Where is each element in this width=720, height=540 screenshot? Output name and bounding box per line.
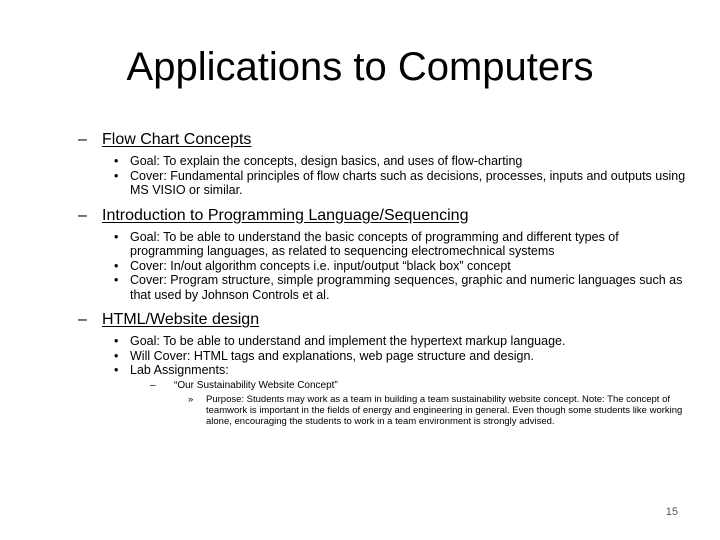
dash-marker: – bbox=[78, 311, 87, 328]
sub-item-text: “Our Sustainability Website Concept” bbox=[174, 379, 338, 391]
bullet-text: Cover: Fundamental principles of flow charts such as decisions, processes, inputs and outputs using MS VISIO or similar. bbox=[130, 168, 686, 197]
dash-marker: – bbox=[78, 131, 87, 148]
bullet-item bbox=[78, 349, 688, 364]
guillemet-marker: » bbox=[188, 393, 194, 405]
section-html-website bbox=[78, 310, 688, 330]
detail-item bbox=[78, 394, 688, 427]
bullet-text: Cover: Program structure, simple programming sequences, graphic and numeric languages such as that used by Johnson Controls et al. bbox=[130, 273, 683, 302]
bullet-text: Cover: In/out algorithm concepts i.e. input/output “black box” concept bbox=[130, 258, 511, 273]
bullet-text: Will Cover: HTML tags and explanations, web page structure and design. bbox=[130, 348, 534, 363]
bullet-item bbox=[78, 169, 688, 198]
bullet-marker: • bbox=[114, 273, 119, 287]
section-heading: Introduction to Programming Language/Sequencing bbox=[102, 206, 469, 224]
bullet-marker: • bbox=[114, 258, 119, 273]
bullet-item bbox=[78, 230, 688, 259]
section-programming bbox=[78, 206, 688, 226]
bullet-marker: • bbox=[114, 168, 119, 183]
bullet-marker: • bbox=[114, 334, 119, 348]
bullet-text: Goal: To be able to understand and implement the hypertext markup language. bbox=[130, 334, 566, 348]
bullet-item bbox=[78, 154, 688, 169]
detail-text: Purpose: Students may work as a team in building a team sustainability website concept. Note: The concept of teamwork is important in the fields of energy and engineering in general. Even though some students like working alone, encouraging the students to work in a team environment is strongly advised. bbox=[206, 393, 683, 427]
sub-item bbox=[78, 380, 688, 392]
bullet-marker: • bbox=[114, 348, 119, 363]
bullet-text: Goal: To explain the concepts, design basics, and uses of flow-charting bbox=[130, 154, 523, 168]
slide-title: Applications to Computers bbox=[126, 45, 594, 89]
bullet-item bbox=[78, 363, 688, 378]
bullet-text: Lab Assignments: bbox=[130, 363, 229, 377]
bullet-item bbox=[78, 259, 688, 274]
dash-marker: – bbox=[150, 379, 156, 391]
section-heading: Flow Chart Concepts bbox=[102, 131, 252, 148]
bullet-marker: • bbox=[114, 154, 119, 168]
bullet-marker: • bbox=[114, 229, 119, 244]
bullet-item bbox=[78, 273, 688, 302]
section-heading: HTML/Website design bbox=[102, 311, 260, 328]
bullet-marker: • bbox=[114, 363, 119, 377]
bullet-text: Goal: To be able to understand the basic concepts of programming and different types of programming languages, as related to sequencing electromechnical systems bbox=[130, 229, 619, 258]
page-number: 15 bbox=[665, 506, 678, 518]
section-flow-chart bbox=[78, 130, 688, 150]
dash-marker: – bbox=[78, 206, 87, 224]
bullet-item bbox=[78, 334, 688, 349]
slide-content bbox=[78, 124, 688, 427]
